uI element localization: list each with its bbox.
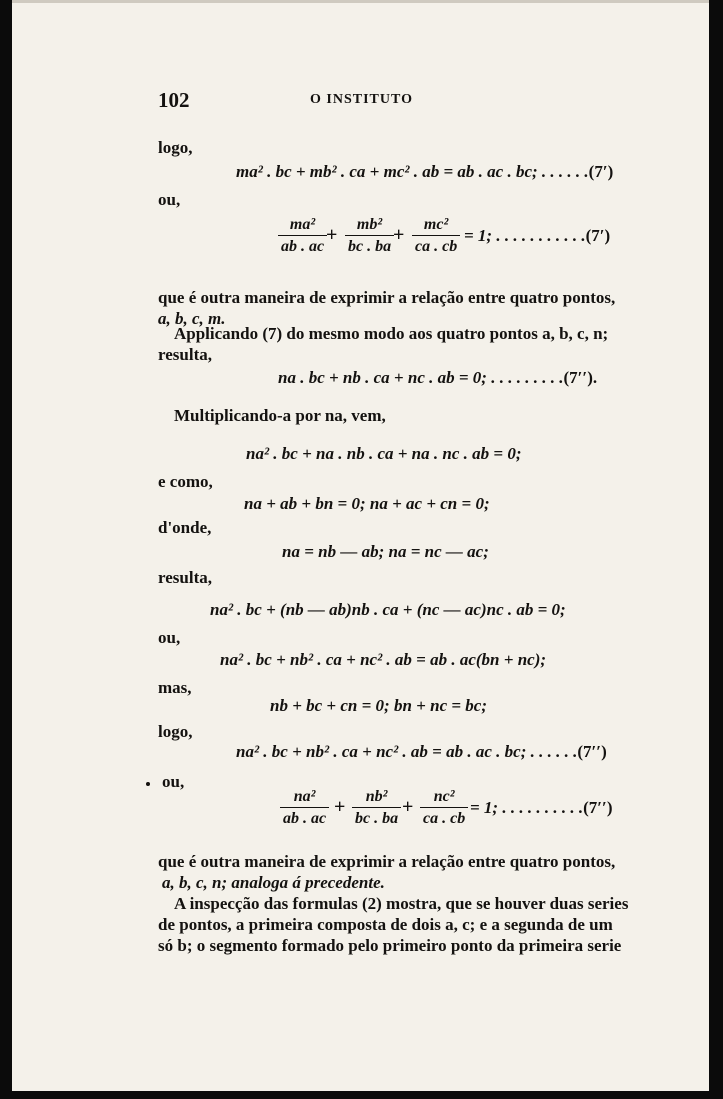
text-e-como: e como, bbox=[158, 472, 213, 491]
fraction-na: $\frac{\text{na²}}{ab . ac}$ bbox=[280, 788, 329, 828]
equation-7-prime-b: = 1; . . . . . . . . . . .(7′) bbox=[464, 226, 611, 245]
equation: na² . bc + nb² . ca + nc² . ab = ab . ac(bn + nc); bbox=[220, 650, 547, 669]
text-donde: d'onde, bbox=[158, 518, 212, 537]
text-logo: logo, bbox=[158, 138, 193, 157]
paragraph-line: que é outra maneira de exprimir a relação entre quatro pontos, bbox=[158, 852, 616, 871]
text-resulta: resulta, bbox=[158, 568, 212, 587]
scan-border-top bbox=[12, 0, 709, 3]
plus-sign: + bbox=[326, 224, 338, 246]
paragraph-line: de pontos, a primeira composta de dois a, c; e a segunda de um bbox=[158, 915, 613, 934]
scan-border-bottom bbox=[0, 1091, 723, 1099]
paragraph-line: a, b, c, m. bbox=[158, 309, 226, 328]
fraction-mb: $\frac{\text{mb²}}{bc . ba}$ bbox=[345, 216, 394, 256]
text-multiplicando: Multiplicando-a por na, vem, bbox=[174, 406, 386, 425]
scan-border-right bbox=[709, 0, 723, 1099]
scan-border-left bbox=[0, 0, 12, 1099]
text-logo: logo, bbox=[158, 722, 193, 741]
equation: na + ab + bn = 0; na + ac + cn = 0; bbox=[244, 494, 490, 513]
text-ou: ou, bbox=[162, 772, 185, 791]
equation-7-double-prime: na . bc + nb . ca + nc . ab = 0; . . . . . . . . .(7′′). bbox=[278, 368, 598, 387]
text-ou: ou, bbox=[158, 190, 181, 209]
fraction-nb: $\frac{\text{nb²}}{bc . ba}$ bbox=[352, 788, 401, 828]
paragraph-line: Applicando (7) do mesmo modo aos quatro pontos a, b, c, n; bbox=[174, 324, 609, 343]
equation-7-double-prime-a: na² . bc + nb² . ca + nc² . ab = ab . ac . bc; . . . . . .(7′′) bbox=[236, 742, 607, 761]
equation: na² . bc + (nb — ab)nb . ca + (nc — ac)nc . ab = 0; bbox=[210, 600, 566, 619]
plus-sign: + bbox=[393, 224, 405, 246]
paragraph-line: que é outra maneira de exprimir a relação entre quatro pontos, bbox=[158, 288, 616, 307]
plus-sign: + bbox=[334, 796, 346, 818]
paragraph-line: a, b, c, n; analoga á precedente. bbox=[162, 873, 385, 892]
fraction-nc: $\frac{\text{nc²}}{ca . cb}$ bbox=[420, 788, 468, 828]
equation-7-prime-a: ma² . bc + mb² . ca + mc² . ab = ab . ac . bc; . . . . . .(7′) bbox=[236, 162, 614, 181]
stray-mark bbox=[146, 782, 150, 786]
text-mas: mas, bbox=[158, 678, 192, 697]
fraction-ma: $\frac{\text{ma²}}{ab . ac}$ bbox=[278, 216, 327, 256]
paragraph-line: só b; o segmento formado pelo primeiro ponto da primeira serie bbox=[158, 936, 622, 955]
running-title: O INSTITUTO bbox=[310, 92, 413, 107]
page-number: 102 bbox=[158, 88, 190, 112]
equation: na² . bc + na . nb . ca + na . nc . ab = 0; bbox=[246, 444, 522, 463]
paragraph-line: A inspecção das formulas (2) mostra, que se houver duas series bbox=[174, 894, 629, 913]
text-ou: ou, bbox=[158, 628, 181, 647]
equation-7-double-prime-b: = 1; . . . . . . . . . .(7′′) bbox=[470, 798, 613, 817]
equation: na = nb — ab; na = nc — ac; bbox=[282, 542, 489, 561]
plus-sign: + bbox=[402, 796, 414, 818]
paragraph-line: resulta, bbox=[158, 345, 212, 364]
fraction-mc: $\frac{\text{mc²}}{ca . cb}$ bbox=[412, 216, 460, 256]
equation: nb + bc + cn = 0; bn + nc = bc; bbox=[270, 696, 488, 715]
